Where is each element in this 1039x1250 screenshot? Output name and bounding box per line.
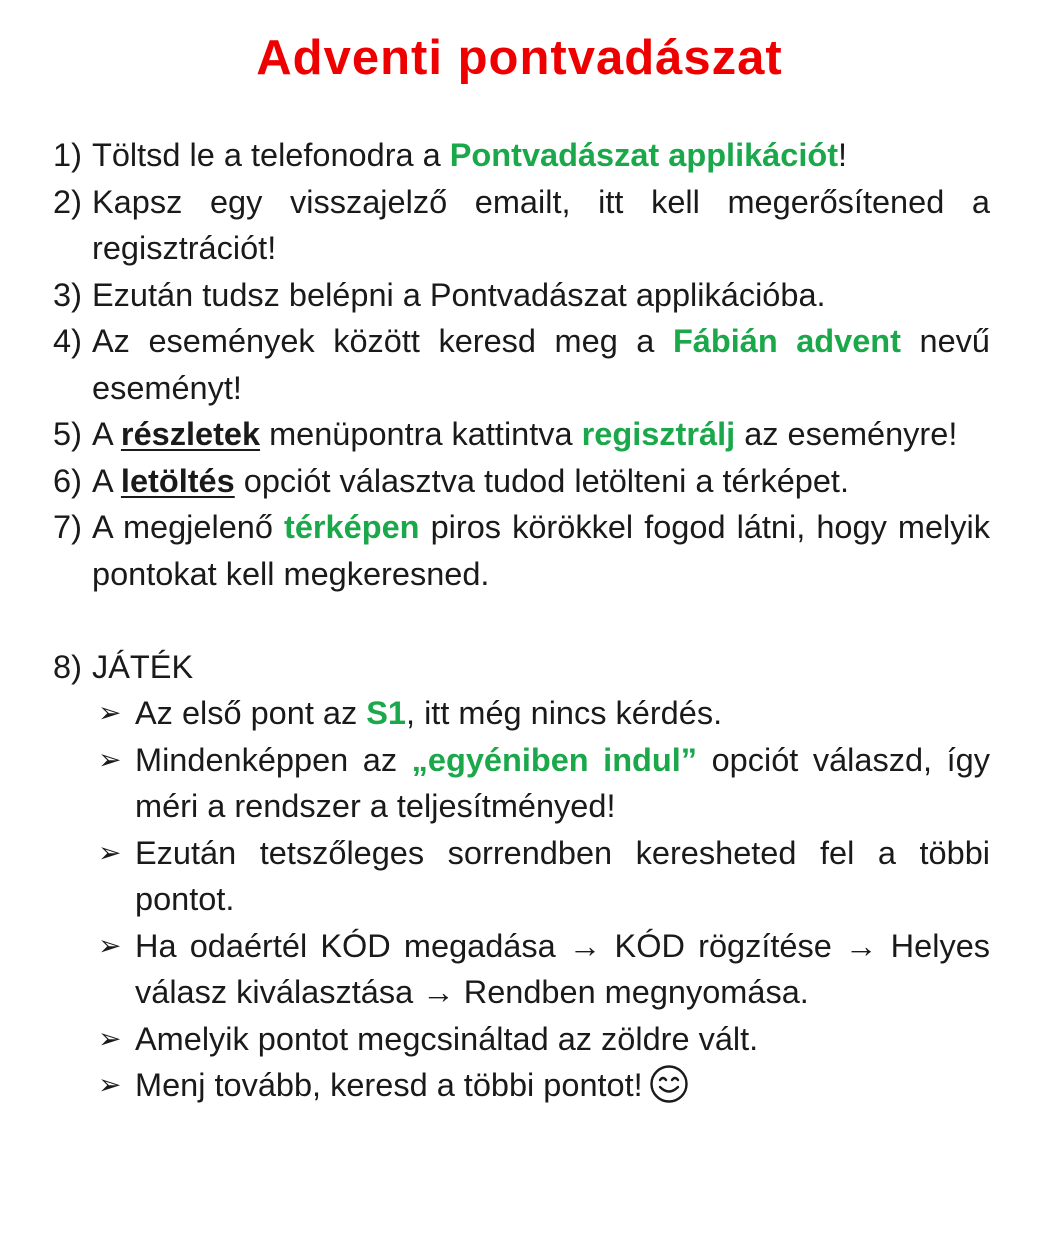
game-item-6 [98, 1062, 990, 1117]
start-point-highlight: S1 [366, 695, 407, 731]
step-1 [53, 132, 990, 179]
step-8 [53, 644, 990, 691]
spacer [53, 597, 990, 644]
arrowhead-bullet-icon: ➢ [98, 836, 122, 868]
register-highlight: regisztrálj [581, 416, 736, 452]
arrowhead-bullet-icon: ➢ [98, 1022, 122, 1054]
game-item-3 [98, 830, 990, 923]
game-item-text: Ezután tetszőleges sorrendben keresheted fel a többi pontot. [135, 834, 990, 917]
smiley-icon [649, 1064, 689, 1117]
right-arrow-icon: → [568, 927, 602, 964]
step-text [92, 411, 990, 458]
right-arrow-icon: → [422, 974, 455, 1010]
game-text-part: Ha odaértél KÓD megadása [135, 927, 556, 964]
step-7 [53, 504, 990, 597]
step-5 [53, 411, 990, 458]
step-text: JÁTÉK [92, 648, 194, 685]
game-text-part: opciót válaszd, így méri a rendszer a teljesítményed! [135, 741, 990, 824]
game-text-part: Menj tovább, keresd a többi pontot! [135, 1067, 643, 1103]
download-option-emphasis: letöltés [120, 462, 235, 499]
step-number: 4) [53, 323, 82, 359]
step-number: 5) [53, 416, 82, 452]
step-text-part: A [92, 416, 121, 452]
step-text-part: Az események között keresd meg a [92, 323, 673, 359]
game-item-5 [98, 1016, 990, 1063]
arrowhead-bullet-icon: ➢ [98, 929, 122, 961]
game-item-4 [98, 923, 990, 1016]
page-title: Adventi pontvadászat [256, 31, 783, 85]
step-text-part: Töltsd le a telefonodra a [92, 137, 450, 173]
game-item-1 [98, 690, 990, 737]
step-text-part: ! [838, 137, 848, 173]
step-number: 2) [53, 183, 82, 220]
step-text [92, 504, 990, 597]
game-text-part: Helyes válasz kiválasztása [135, 927, 991, 1010]
arrowhead-bullet-icon: ➢ [98, 697, 122, 728]
game-text-part: Rendben megnyomása. [463, 974, 809, 1010]
right-arrow-icon: → [845, 927, 878, 964]
step-3 [53, 272, 990, 319]
step-number: 1) [53, 137, 82, 173]
game-item-text: Amelyik pontot megcsináltad az zöldre vált. [135, 1020, 759, 1057]
game-text-part: Mindenképpen az [135, 741, 412, 778]
game-item-text [135, 690, 990, 737]
step-number: 8) [53, 648, 82, 685]
step-4 [53, 318, 990, 411]
individual-option-highlight: „egyéniben indul” [411, 741, 698, 778]
game-item-text [135, 1062, 990, 1117]
step-text-part: A [92, 462, 121, 499]
step-text [92, 458, 990, 505]
step-6 [53, 458, 990, 505]
step-text: Kapsz egy visszajelző emailt, itt kell megerősítened a regisztrációt! [92, 183, 990, 266]
instructions [53, 132, 990, 1117]
event-name-highlight: Fábián advent [672, 323, 901, 359]
map-highlight: térképen [284, 509, 420, 545]
step-number: 6) [53, 462, 82, 499]
step-text [92, 318, 990, 411]
app-name-highlight: Pontvadászat applikációt [449, 137, 839, 173]
arrowhead-bullet-icon: ➢ [98, 743, 122, 775]
step-text-part: piros körökkel fogod látni, hogy melyik pontokat kell megkeresned. [92, 509, 990, 592]
details-menu-emphasis: részletek [120, 416, 261, 452]
game-text-part: KÓD rögzítése [614, 927, 832, 964]
step-text-part: menüpontra kattintva [260, 416, 582, 452]
game-item-text [135, 737, 990, 830]
game-item-2 [98, 737, 990, 830]
step-text-part: A megjelenő [92, 509, 285, 545]
step-number: 3) [53, 276, 82, 313]
step-text [92, 132, 990, 179]
step-number: 7) [53, 509, 82, 545]
step-text-part: opciót választva tudod letölteni a térképet. [234, 462, 849, 499]
step-2 [53, 179, 990, 272]
step-text-part: az eseményre! [735, 416, 958, 452]
step-text: Ezután tudsz belépni a Pontvadászat applikációba. [92, 276, 826, 313]
game-text-part: , itt még nincs kérdés. [406, 695, 723, 731]
step-text-part: nevű eseményt! [92, 323, 990, 406]
game-item-text [135, 923, 990, 1016]
arrowhead-bullet-icon: ➢ [98, 1069, 122, 1100]
game-text-part: Az első pont az [135, 695, 367, 731]
